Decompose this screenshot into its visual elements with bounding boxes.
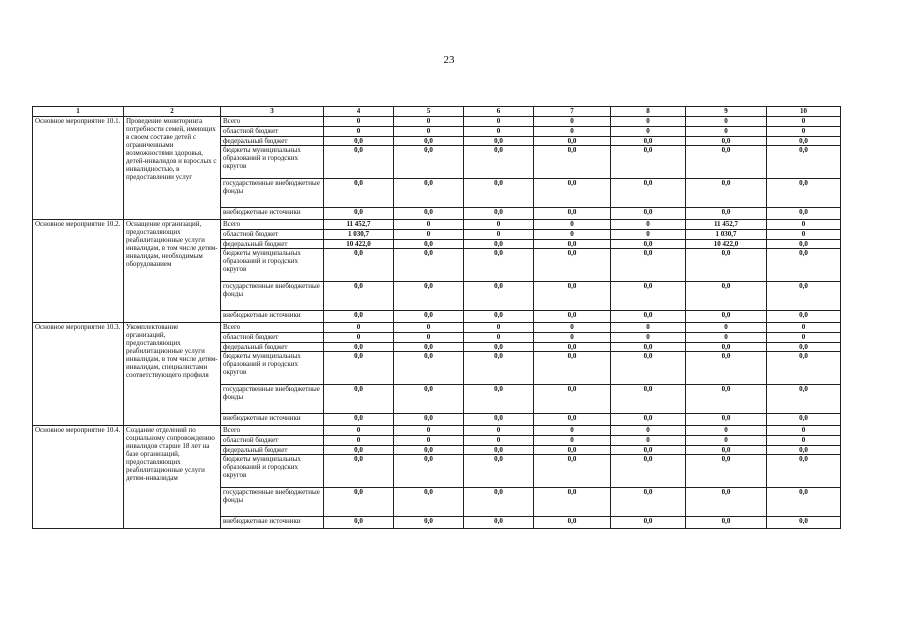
amount-cell: 0,0 [767, 208, 841, 220]
amount-cell: 0,0 [394, 455, 464, 488]
funding-source: областной бюджет [221, 436, 324, 446]
amount-cell: 0,0 [686, 414, 767, 426]
amount-cell: 0 [324, 323, 394, 333]
amount-cell: 0,0 [394, 249, 464, 282]
amount-cell: 0,0 [767, 282, 841, 311]
activity-code: Основное мероприятие 10.1. [33, 117, 124, 220]
funding-source: федеральный бюджет [221, 446, 324, 455]
funding-source: федеральный бюджет [221, 240, 324, 249]
amount-cell: 0,0 [394, 414, 464, 426]
amount-cell: 0,0 [394, 179, 464, 208]
amount-cell: 0,0 [464, 517, 534, 529]
amount-cell: 0 [324, 117, 394, 127]
amount-cell: 0,0 [686, 488, 767, 517]
amount-cell: 0 [686, 436, 767, 446]
amount-cell: 0 [767, 220, 841, 230]
amount-cell: 0 [394, 436, 464, 446]
amount-cell: 0,0 [611, 385, 686, 414]
amount-cell: 0 [686, 333, 767, 343]
amount-cell: 0,0 [767, 352, 841, 385]
amount-cell: 0 [534, 220, 611, 230]
funding-source: внебюджетные источники [221, 208, 324, 220]
amount-cell: 0,0 [686, 352, 767, 385]
amount-cell: 0,0 [464, 137, 534, 146]
amount-cell: 0,0 [324, 208, 394, 220]
amount-cell: 0,0 [534, 179, 611, 208]
table-body [33, 117, 841, 529]
amount-cell: 0,0 [394, 208, 464, 220]
amount-cell: 0,0 [324, 343, 394, 352]
amount-cell: 0,0 [611, 282, 686, 311]
amount-cell: 0,0 [686, 385, 767, 414]
amount-cell: 0,0 [534, 343, 611, 352]
amount-cell: 0 [464, 436, 534, 446]
amount-cell: 0,0 [394, 488, 464, 517]
funding-source: бюджеты муниципальных образований и городских округов [221, 249, 324, 282]
amount-cell: 0,0 [534, 240, 611, 249]
amount-cell: 0,0 [324, 455, 394, 488]
amount-cell: 0,0 [534, 311, 611, 323]
amount-cell: 0 [611, 333, 686, 343]
column-header: 5 [394, 107, 464, 117]
amount-cell: 0,0 [767, 249, 841, 282]
amount-cell: 0 [534, 333, 611, 343]
amount-cell: 0,0 [611, 137, 686, 146]
amount-cell: 0,0 [686, 179, 767, 208]
amount-cell: 0 [394, 426, 464, 436]
amount-cell: 0 [611, 230, 686, 240]
amount-cell: 0 [394, 117, 464, 127]
activity-code: Основное мероприятие 10.4. [33, 426, 124, 529]
activity-description: Укомплектование организаций, предоставляющих реабилитационные услуги инвалидам, в том числе детям-инвалидам, специалистами соответствующего профиля [124, 323, 221, 426]
amount-cell: 0,0 [767, 488, 841, 517]
amount-cell: 0,0 [767, 179, 841, 208]
amount-cell: 0,0 [464, 352, 534, 385]
funding-source: областной бюджет [221, 230, 324, 240]
amount-cell: 0,0 [464, 446, 534, 455]
amount-cell: 0,0 [767, 240, 841, 249]
column-header: 9 [686, 107, 767, 117]
amount-cell: 0,0 [324, 311, 394, 323]
activity-description: Проведение мониторинга потребности семей, имеющих в своем составе детей с ограниченными возможностями здоровья, детей-инвалидов и взрослых с инвалидностью, в предоставлении услуг [124, 117, 221, 220]
amount-cell: 0,0 [611, 455, 686, 488]
amount-cell: 0,0 [534, 517, 611, 529]
amount-cell: 0 [324, 333, 394, 343]
amount-cell: 0,0 [611, 311, 686, 323]
amount-cell: 0,0 [394, 137, 464, 146]
funding-source: Всего [221, 426, 324, 436]
amount-cell: 0,0 [611, 446, 686, 455]
amount-cell: 0,0 [611, 240, 686, 249]
amount-cell: 1 030,7 [686, 230, 767, 240]
amount-cell: 0 [534, 436, 611, 446]
amount-cell: 0 [534, 323, 611, 333]
amount-cell: 0,0 [394, 352, 464, 385]
amount-cell: 0,0 [534, 146, 611, 179]
amount-cell: 0 [464, 117, 534, 127]
funding-source: государственные внебюджетные фонды [221, 282, 324, 311]
table-row [33, 117, 841, 127]
amount-cell: 0,0 [686, 343, 767, 352]
amount-cell: 0 [534, 230, 611, 240]
column-header: 2 [124, 107, 221, 117]
amount-cell: 0,0 [464, 385, 534, 414]
funding-source: бюджеты муниципальных образований и городских округов [221, 146, 324, 179]
funding-source: государственные внебюджетные фонды [221, 385, 324, 414]
amount-cell: 0 [767, 127, 841, 137]
funding-source: внебюджетные источники [221, 517, 324, 529]
amount-cell: 0 [534, 426, 611, 436]
amount-cell: 0 [464, 127, 534, 137]
amount-cell: 0 [324, 436, 394, 446]
funding-source: бюджеты муниципальных образований и городских округов [221, 455, 324, 488]
amount-cell: 0,0 [767, 146, 841, 179]
amount-cell: 0 [686, 127, 767, 137]
amount-cell: 0,0 [767, 311, 841, 323]
amount-cell: 0,0 [394, 240, 464, 249]
amount-cell: 0,0 [767, 517, 841, 529]
amount-cell: 0 [611, 436, 686, 446]
amount-cell: 0,0 [324, 488, 394, 517]
amount-cell: 0,0 [611, 146, 686, 179]
amount-cell: 0,0 [394, 146, 464, 179]
amount-cell: 0,0 [611, 517, 686, 529]
amount-cell: 0 [767, 436, 841, 446]
amount-cell: 0,0 [394, 385, 464, 414]
amount-cell: 0,0 [324, 446, 394, 455]
amount-cell: 0,0 [394, 446, 464, 455]
amount-cell: 0 [464, 220, 534, 230]
amount-cell: 0 [611, 127, 686, 137]
amount-cell: 0,0 [464, 249, 534, 282]
budget-table [32, 106, 841, 529]
amount-cell: 0,0 [686, 446, 767, 455]
amount-cell: 0,0 [324, 414, 394, 426]
amount-cell: 0,0 [464, 179, 534, 208]
activity-code: Основное мероприятие 10.2. [33, 220, 124, 323]
amount-cell: 0 [767, 230, 841, 240]
amount-cell: 0 [611, 426, 686, 436]
activity-code: Основное мероприятие 10.3. [33, 323, 124, 426]
amount-cell: 0,0 [686, 311, 767, 323]
amount-cell: 0,0 [464, 146, 534, 179]
amount-cell: 1 030,7 [324, 230, 394, 240]
amount-cell: 0,0 [324, 352, 394, 385]
amount-cell: 0,0 [611, 208, 686, 220]
funding-source: внебюджетные источники [221, 414, 324, 426]
amount-cell: 0,0 [394, 343, 464, 352]
funding-source: государственные внебюджетные фонды [221, 488, 324, 517]
amount-cell: 0 [767, 333, 841, 343]
amount-cell: 0,0 [686, 146, 767, 179]
amount-cell: 0,0 [611, 488, 686, 517]
activity-description: Оснащение организаций, предоставляющих реабилитационные услуги инвалидам, в том числе детям-инвалидам, необходимым оборудованием [124, 220, 221, 323]
amount-cell: 0 [464, 333, 534, 343]
amount-cell: 0 [611, 323, 686, 333]
amount-cell: 0,0 [534, 385, 611, 414]
funding-source: областной бюджет [221, 127, 324, 137]
column-header: 6 [464, 107, 534, 117]
amount-cell: 0,0 [534, 282, 611, 311]
amount-cell: 0,0 [534, 208, 611, 220]
column-header: 7 [534, 107, 611, 117]
amount-cell: 0 [534, 127, 611, 137]
amount-cell: 0,0 [464, 311, 534, 323]
funding-source: бюджеты муниципальных образований и городских округов [221, 352, 324, 385]
amount-cell: 10 422,0 [686, 240, 767, 249]
amount-cell: 0 [394, 323, 464, 333]
funding-source: государственные внебюджетные фонды [221, 179, 324, 208]
activity-description: Создание отделений по социальному сопровождению инвалидов старше 18 лет на базе организаций, предоставляющих реабилитационные услуги детям-инвалидам [124, 426, 221, 529]
amount-cell: 0 [464, 426, 534, 436]
amount-cell: 0 [394, 127, 464, 137]
amount-cell: 0,0 [324, 282, 394, 311]
amount-cell: 0,0 [464, 414, 534, 426]
amount-cell: 0,0 [394, 282, 464, 311]
amount-cell: 0 [611, 220, 686, 230]
amount-cell: 0,0 [686, 282, 767, 311]
column-header: 1 [33, 107, 124, 117]
amount-cell: 0,0 [464, 343, 534, 352]
column-header: 3 [221, 107, 324, 117]
amount-cell: 0 [394, 333, 464, 343]
funding-source: Всего [221, 220, 324, 230]
funding-source: Всего [221, 117, 324, 127]
funding-source: федеральный бюджет [221, 137, 324, 146]
amount-cell: 0,0 [767, 385, 841, 414]
amount-cell: 11 452,7 [324, 220, 394, 230]
amount-cell: 0 [686, 426, 767, 436]
header-row [33, 107, 841, 117]
amount-cell: 0,0 [767, 446, 841, 455]
amount-cell: 0 [394, 230, 464, 240]
amount-cell: 0,0 [324, 385, 394, 414]
amount-cell: 0,0 [394, 311, 464, 323]
amount-cell: 0 [611, 117, 686, 127]
amount-cell: 10 422,0 [324, 240, 394, 249]
amount-cell: 0,0 [534, 455, 611, 488]
amount-cell: 0,0 [324, 137, 394, 146]
page-number: 23 [443, 54, 455, 66]
amount-cell: 0 [767, 323, 841, 333]
column-header: 10 [767, 107, 841, 117]
amount-cell: 0,0 [767, 414, 841, 426]
amount-cell: 0,0 [324, 179, 394, 208]
amount-cell: 0 [464, 323, 534, 333]
amount-cell: 0,0 [534, 137, 611, 146]
amount-cell: 0,0 [534, 414, 611, 426]
amount-cell: 0 [324, 426, 394, 436]
amount-cell: 0,0 [464, 455, 534, 488]
amount-cell: 0,0 [767, 137, 841, 146]
amount-cell: 0,0 [534, 352, 611, 385]
amount-cell: 0,0 [686, 137, 767, 146]
amount-cell: 0,0 [394, 517, 464, 529]
amount-cell: 0,0 [686, 249, 767, 282]
amount-cell: 0,0 [464, 208, 534, 220]
amount-cell: 0,0 [324, 146, 394, 179]
table-row [33, 323, 841, 333]
amount-cell: 0 [767, 426, 841, 436]
amount-cell: 0,0 [686, 208, 767, 220]
amount-cell: 0,0 [686, 455, 767, 488]
amount-cell: 0,0 [464, 488, 534, 517]
amount-cell: 0,0 [324, 517, 394, 529]
amount-cell: 0,0 [464, 282, 534, 311]
amount-cell: 0,0 [324, 249, 394, 282]
amount-cell: 11 452,7 [686, 220, 767, 230]
amount-cell: 0,0 [534, 249, 611, 282]
column-header: 8 [611, 107, 686, 117]
amount-cell: 0,0 [534, 446, 611, 455]
amount-cell: 0,0 [611, 414, 686, 426]
amount-cell: 0 [394, 220, 464, 230]
table-row [33, 220, 841, 230]
amount-cell: 0,0 [464, 240, 534, 249]
funding-source: федеральный бюджет [221, 343, 324, 352]
amount-cell: 0,0 [767, 343, 841, 352]
amount-cell: 0,0 [611, 352, 686, 385]
amount-cell: 0 [464, 230, 534, 240]
amount-cell: 0 [534, 117, 611, 127]
amount-cell: 0,0 [534, 488, 611, 517]
column-header: 4 [324, 107, 394, 117]
amount-cell: 0,0 [686, 517, 767, 529]
funding-source: областной бюджет [221, 333, 324, 343]
table-row [33, 426, 841, 436]
amount-cell: 0 [324, 127, 394, 137]
funding-source: внебюджетные источники [221, 311, 324, 323]
amount-cell: 0 [686, 323, 767, 333]
amount-cell: 0,0 [611, 179, 686, 208]
amount-cell: 0,0 [611, 343, 686, 352]
amount-cell: 0,0 [611, 249, 686, 282]
amount-cell: 0,0 [767, 455, 841, 488]
amount-cell: 0 [767, 117, 841, 127]
funding-source: Всего [221, 323, 324, 333]
amount-cell: 0 [686, 117, 767, 127]
